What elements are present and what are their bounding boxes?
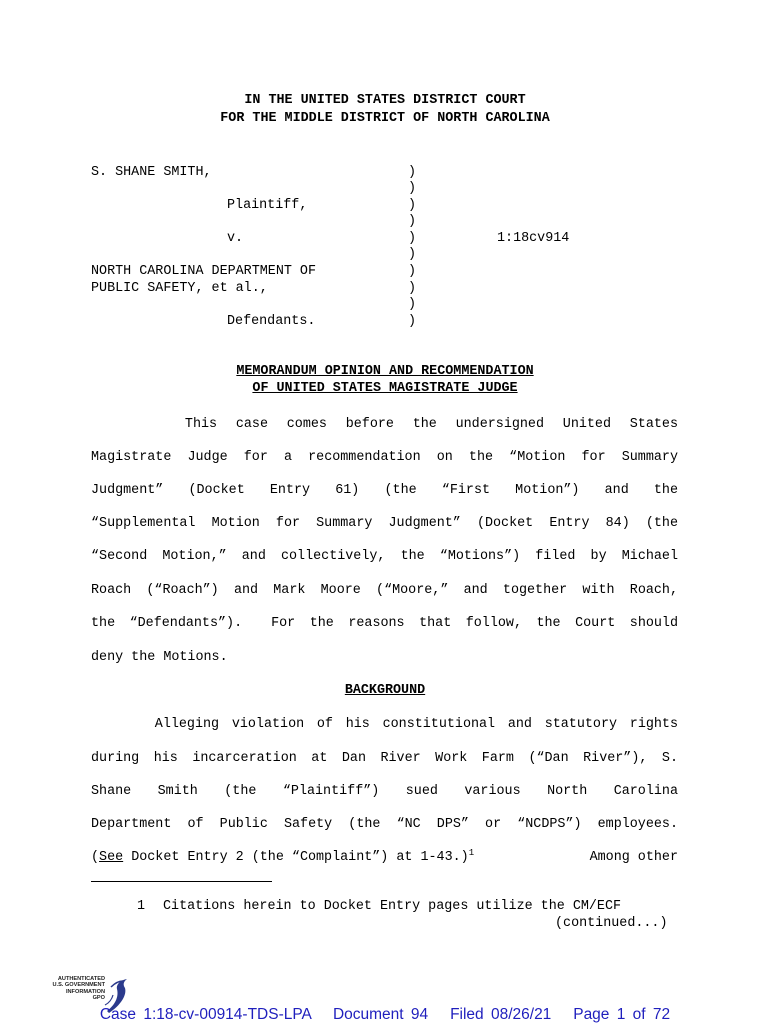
see-signal: See (99, 850, 124, 865)
paren: ) (408, 314, 417, 329)
text-line: Department of Public Safety (the “NC DPS” or “NCDPS”) employees. (91, 817, 678, 832)
paren: ) (408, 231, 417, 246)
filing-stamp: Case 1:18-cv-00914-TDS-LPA Document 94 Filed 08/26/21 Page 1 of 72 (99, 1006, 671, 1023)
footnote-reference[interactable]: 1 (468, 848, 475, 858)
paren: ) (408, 297, 417, 312)
text-line: Judgment” (Docket Entry 61) (the “First Motion”) and the (91, 483, 678, 498)
text-line: deny the Motions. (91, 650, 228, 665)
defendant-line1: NORTH CAROLINA DEPARTMENT OF (91, 264, 316, 279)
text-line (91, 850, 678, 865)
plaintiff-label: Plaintiff, (227, 198, 308, 213)
case-number: 1:18cv914 (497, 231, 570, 246)
paren: ) (408, 247, 417, 262)
text-line: the “Defendants”). For the reasons that follow, the Court should (91, 616, 678, 631)
court-name-line1: IN THE UNITED STATES DISTRICT COURT (244, 93, 526, 108)
gpo-logo-text: AUTHENTICATED U.S. GOVERNMENT INFORMATION GPO (52, 976, 105, 1002)
memo-heading-line1: MEMORANDUM OPINION AND RECOMMENDATION (236, 364, 534, 379)
text-line: Roach (“Roach”) and Mark Moore (“Moore,” and together with Roach, (91, 583, 678, 598)
paren: ) (408, 198, 417, 213)
paren: ) (408, 264, 417, 279)
text-segment: Among other (589, 850, 678, 865)
background-heading: BACKGROUND (344, 683, 426, 698)
paren: ) (408, 181, 417, 196)
footnote-number: 1 (137, 899, 146, 914)
footnote-separator (91, 881, 272, 882)
text-line: “Supplemental Motion for Summary Judgment” (Docket Entry 84) (the (91, 516, 678, 531)
memo-heading-line2: OF UNITED STATES MAGISTRATE JUDGE (252, 381, 518, 396)
text-line: Shane Smith (the “Plaintiff”) sued various North Carolina (91, 784, 678, 799)
footnote-text: Citations herein to Docket Entry pages utilize the CM/ECF (163, 899, 622, 914)
paren: ) (408, 214, 417, 229)
text-line: during his incarceration at Dan River Work Farm (“Dan River”), S. (91, 751, 678, 766)
paren: ) (408, 165, 417, 180)
plaintiff-name: S. SHANE SMITH, (91, 165, 212, 180)
paren: ) (408, 281, 417, 296)
text-line: “Second Motion,” and collectively, the “Motions”) filed by Michael (91, 549, 678, 564)
footnote-continued: (continued...) (555, 916, 668, 931)
court-name-line2: FOR THE MIDDLE DISTRICT OF NORTH CAROLINA (220, 111, 550, 126)
text-segment: (See Docket Entry 2 (the “Complaint”) at 1-43.)$^1$ (91, 848, 475, 865)
text-line: Magistrate Judge for a recommendation on the “Motion for Summary (91, 450, 678, 465)
defendant-label: Defendants. (227, 314, 316, 329)
text-line: Alleging violation of his constitutional and statutory rights (91, 717, 678, 732)
versus: v. (227, 231, 244, 246)
defendant-line2: PUBLIC SAFETY, et al., (91, 281, 268, 296)
text-line: This case comes before the undersigned United States (91, 417, 678, 432)
